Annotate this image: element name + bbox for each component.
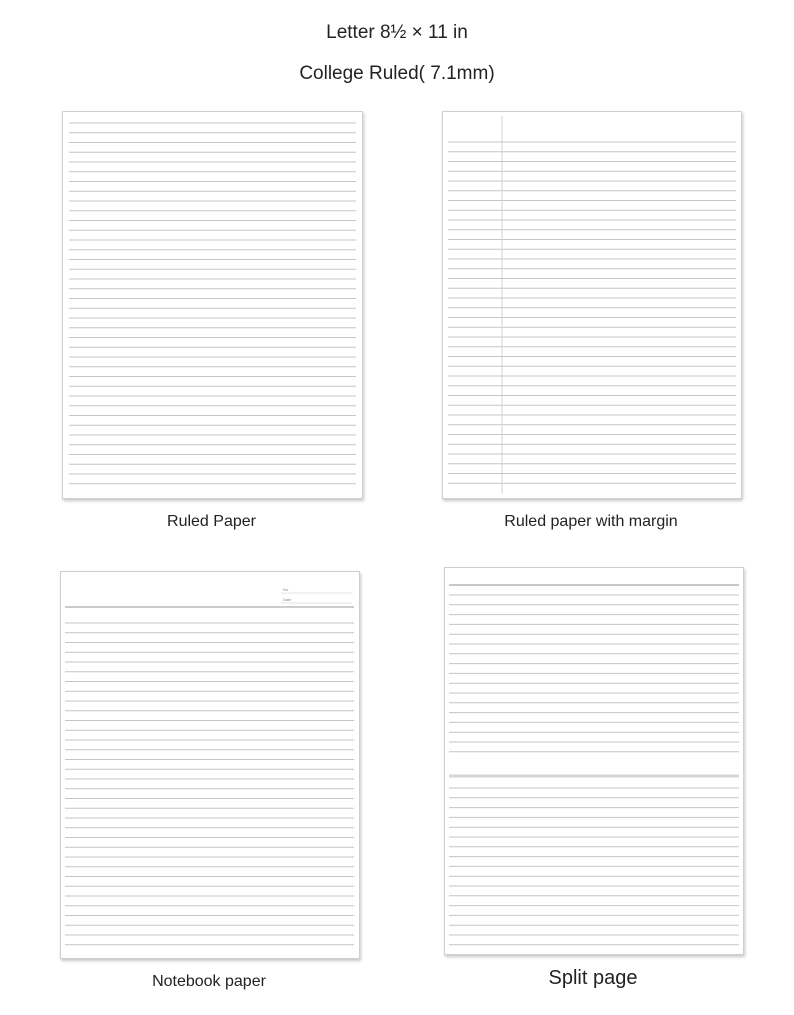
page-title: Letter 8½ × 11 in bbox=[326, 22, 468, 43]
notebook-paper-preview[interactable] bbox=[60, 571, 360, 959]
ruled-margin-lines bbox=[443, 112, 741, 498]
page-subtitle: College Ruled( 7.1mm) bbox=[299, 63, 495, 84]
split-page-preview[interactable] bbox=[444, 567, 744, 955]
ruled-margin-paper-caption: Ruled paper with margin bbox=[504, 513, 678, 530]
ruled-paper-caption: Ruled Paper bbox=[167, 513, 256, 530]
notebook-paper-caption: Notebook paper bbox=[152, 973, 266, 990]
notebook-lines bbox=[61, 572, 359, 958]
split-page-caption: Split page bbox=[548, 967, 638, 989]
ruled-margin-paper-preview[interactable] bbox=[442, 111, 742, 499]
ruled-paper-preview[interactable] bbox=[62, 111, 363, 499]
split-page-lines bbox=[445, 568, 743, 954]
date-field-label: Date bbox=[283, 597, 292, 602]
no-field-label: No. bbox=[283, 587, 290, 592]
ruled-lines bbox=[63, 112, 362, 498]
